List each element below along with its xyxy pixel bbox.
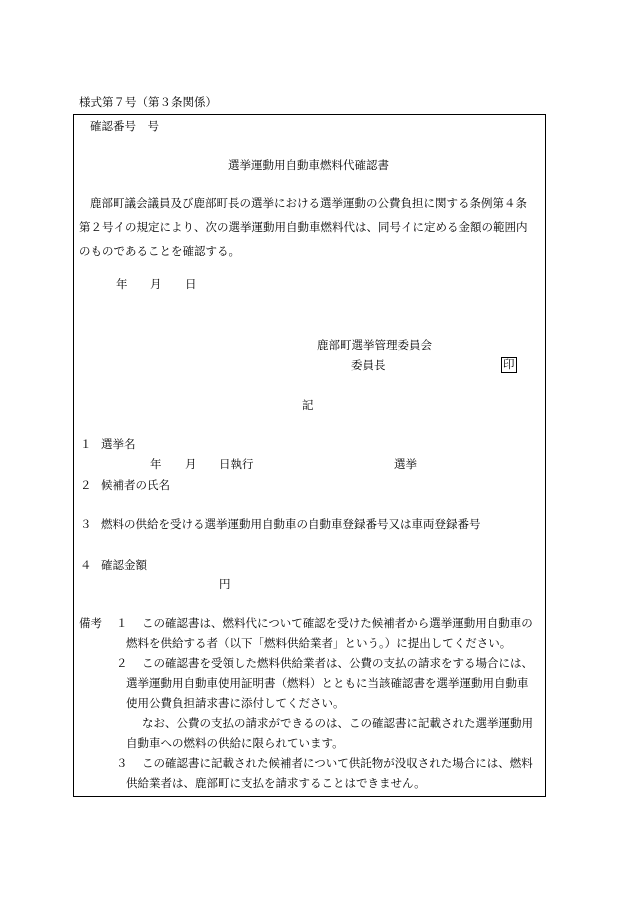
note-2-line-4: なお、公費の支払の請求ができるのは、この確認書に記載された選挙運動用 bbox=[142, 716, 533, 730]
item-2-label: 候補者の氏名 bbox=[101, 478, 170, 492]
note-1-number: １ bbox=[116, 616, 128, 630]
election-held: 日執行 bbox=[219, 457, 254, 471]
note-2-line-1: この確認書を受領した燃料供給業者は、公費の支払の請求をする場合には、 bbox=[142, 656, 533, 670]
date-month: 月 bbox=[150, 277, 162, 291]
form-number: 様式第７号（第３条関係） bbox=[79, 95, 217, 109]
date-year: 年 bbox=[116, 277, 128, 291]
note-2-line-3: 使用公費負担請求書に添付してください。 bbox=[126, 696, 345, 710]
note-2-line-5: 自動車への燃料の供給に限られています。 bbox=[126, 736, 344, 750]
election-month: 月 bbox=[185, 457, 197, 471]
note-2-number: ２ bbox=[116, 656, 128, 670]
issuer-org: 鹿部町選挙管理委員会 bbox=[317, 338, 432, 352]
note-1-line-2: 燃料を供給する者（以下「燃料供給業者」という。）に提出してください。 bbox=[126, 636, 512, 650]
intro-line-3: のものであることを確認する。 bbox=[79, 244, 240, 258]
item-4-label: 確認金額 bbox=[101, 558, 147, 572]
item-1-label: 選挙名 bbox=[101, 437, 136, 451]
note-3-number: ３ bbox=[116, 756, 128, 770]
ki-heading: 記 bbox=[302, 398, 314, 412]
issuer-title: 委員長 bbox=[351, 358, 386, 372]
document-title: 選挙運動用自動車燃料代確認書 bbox=[228, 158, 389, 172]
election-year: 年 bbox=[150, 457, 162, 471]
seal-mark bbox=[501, 357, 517, 373]
notes-label: 備考 bbox=[79, 616, 102, 630]
seal-label: 印 bbox=[503, 357, 515, 371]
note-3-line-1: この確認書に記載された候補者について供託物が没収された場合には、燃料 bbox=[142, 756, 533, 770]
item-2-number: ２ bbox=[80, 478, 92, 492]
intro-line-1: 鹿部町議会議員及び鹿部町長の選挙における選挙運動の公費負担に関する条例第４条 bbox=[90, 196, 527, 210]
item-3-label: 燃料の供給を受ける選挙運動用自動車の自動車登録番号又は車両登録番号 bbox=[101, 517, 481, 531]
confirmation-number: 確認番号 号 bbox=[90, 119, 159, 133]
item-1-number: １ bbox=[80, 437, 92, 451]
note-2-line-2: 選挙運動用自動車使用証明書（燃料）とともに当該確認書を選挙運動用自動車 bbox=[126, 676, 529, 690]
intro-line-2: 第２号イの規定により、次の選挙運動用自動車燃料代は、同号イに定める金額の範囲内 bbox=[79, 220, 528, 234]
item-3-number: ３ bbox=[80, 517, 92, 531]
note-1-line-1: この確認書は、燃料代について確認を受けた候補者から選挙運動用自動車の bbox=[142, 616, 533, 630]
form-frame bbox=[73, 114, 546, 797]
amount-unit: 円 bbox=[219, 577, 231, 591]
date-day: 日 bbox=[185, 277, 197, 291]
item-4-number: ４ bbox=[80, 558, 92, 572]
election-name-suffix: 選挙 bbox=[394, 457, 417, 471]
note-3-line-2: 供給業者は、鹿部町に支払を請求することはできません。 bbox=[126, 776, 426, 790]
